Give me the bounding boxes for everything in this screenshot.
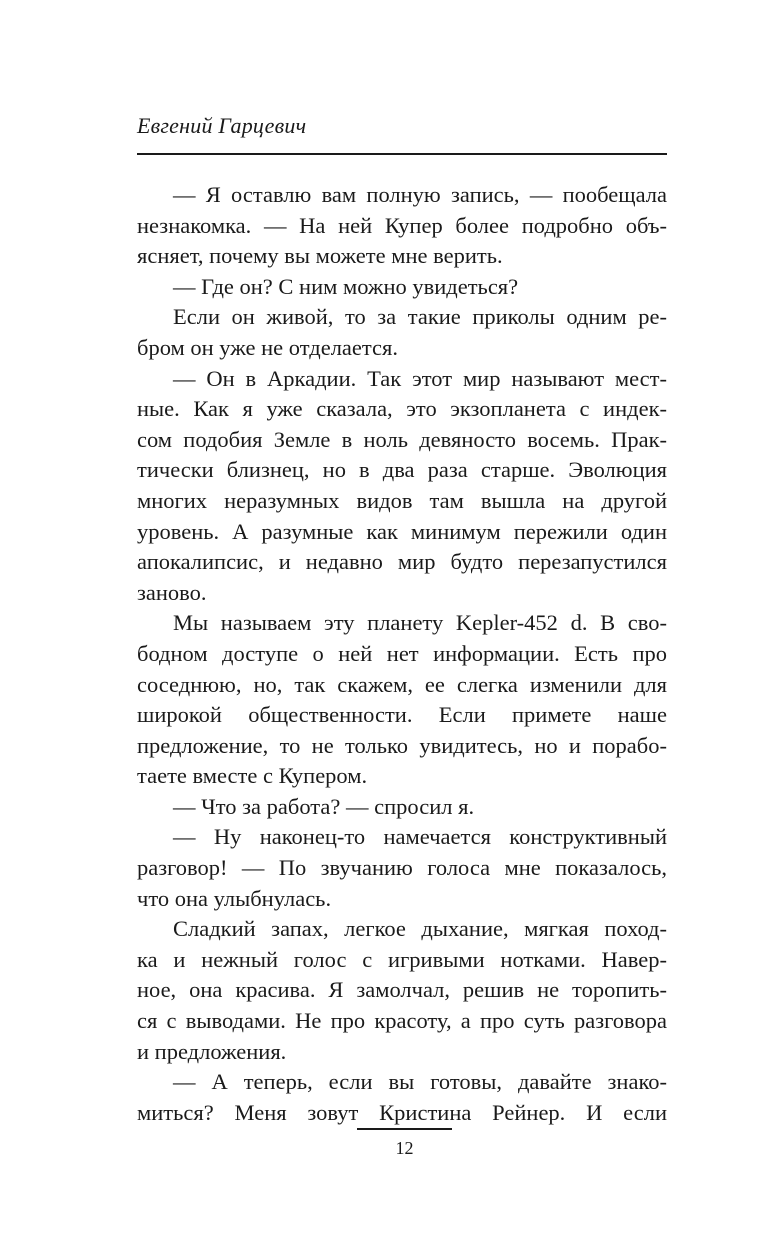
text-line: Если он живой, то за такие приколы одним ре-	[173, 304, 667, 330]
text-line: сом подобия Земле в ноль девяносто восемь. Прак-	[137, 426, 667, 452]
text-line: широкой общественности. Если примете наше	[137, 702, 667, 728]
text-line: — Где он? С ним можно увидеться?	[173, 273, 519, 299]
text-line: ные. Как я уже сказала, это экзопланета с индек-	[137, 396, 667, 422]
text-line: Сладкий запах, легкое дыхание, мягкая поход-	[173, 916, 667, 942]
body-text	[137, 180, 667, 1128]
text-line: бром он уже не отделается.	[137, 334, 398, 360]
text-line: предложение, то не только увидитесь, но и порабо-	[137, 732, 667, 758]
text-line: — Я оставлю вам полную запись, — пообещала	[173, 182, 667, 207]
text-line: разговор! — По звучанию голоса мне показалось,	[137, 855, 667, 881]
text-line: тически близнец, но в два раза старше. Эволюция	[137, 457, 667, 483]
text-line: ся с выводами. Не про красоту, а про суть разговора	[137, 1008, 667, 1034]
text-line: апокалипсис, и недавно мир будто перезапустился	[137, 549, 667, 575]
text-line: незнакомка. — На ней Купер более подробно объ-	[137, 212, 667, 238]
text-line: ное, она красива. Я замолчал, решив не торопить-	[137, 977, 667, 1003]
text-line: заново.	[137, 579, 207, 605]
text-line: ка и нежный голос с игривыми нотками. Навер-	[137, 946, 667, 972]
text-line: что она улыбнулась.	[137, 885, 332, 911]
running-head: Евгений Гарцевич	[137, 113, 307, 138]
text-line: бодном доступе о ней нет информации. Есть про	[137, 640, 667, 666]
header-rule	[137, 153, 667, 155]
page-number: 12	[395, 1138, 414, 1158]
text-line: Мы называем эту планету Kepler-452 d. В сво-	[173, 610, 667, 636]
text-line: уровень. А разумные как минимум пережили один	[137, 518, 667, 544]
footer-rule	[357, 1128, 452, 1130]
text-line: таете вместе с Купером.	[137, 763, 368, 789]
text-line: соседнюю, но, так скажем, ее слегка изменили для	[137, 671, 667, 697]
text-line: ясняет, почему вы можете мне верить.	[137, 243, 503, 269]
text-line: и предложения.	[137, 1038, 287, 1064]
text-line: миться? Меня зовут Кристина Рейнер. И если	[137, 1099, 667, 1125]
text-line: — Ну наконец-то намечается конструктивный	[173, 824, 667, 850]
text-line: — А теперь, если вы готовы, давайте знако-	[173, 1069, 667, 1095]
text-line: — Он в Аркадии. Так этот мир называют мест-	[173, 365, 667, 391]
text-line: многих неразумных видов там вышла на другой	[137, 487, 667, 513]
text-line: — Что за работа? — спросил я.	[173, 793, 475, 819]
